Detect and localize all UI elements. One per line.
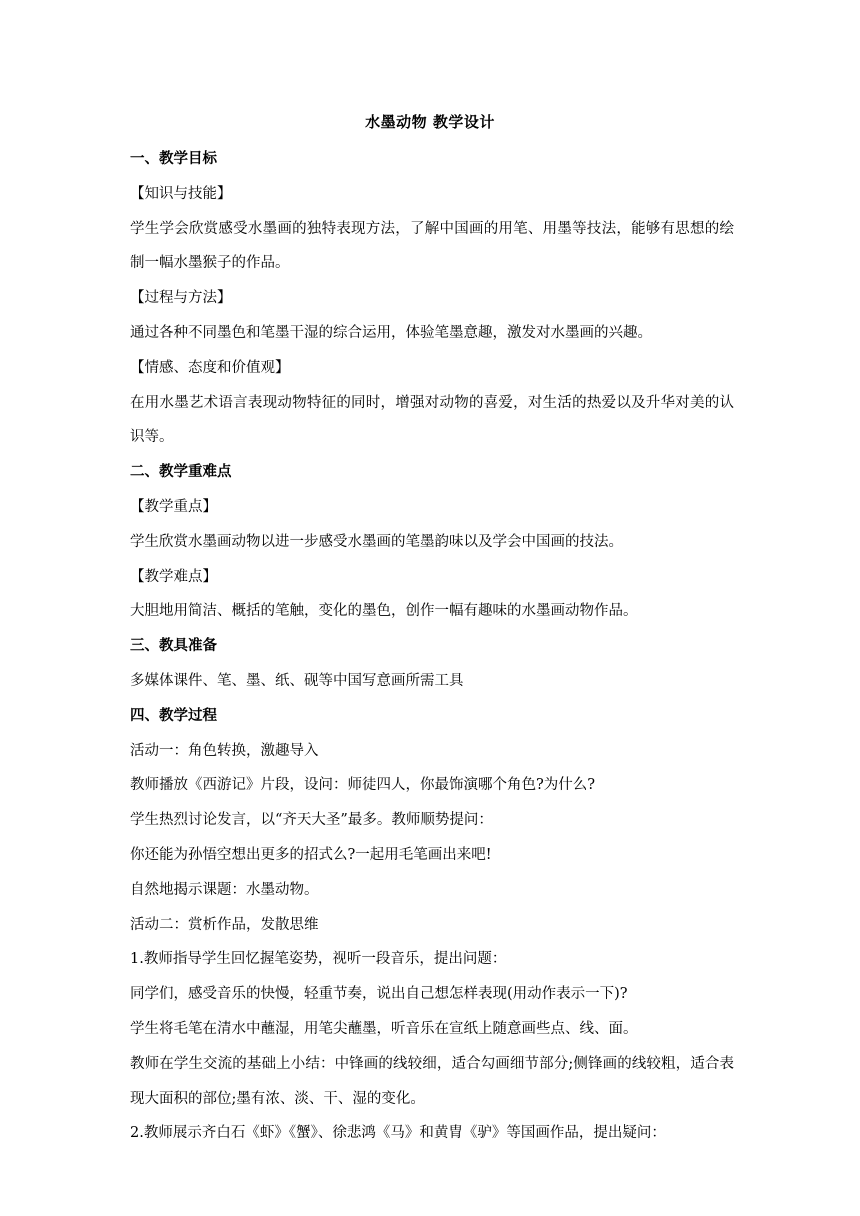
activity2-line: 2.教师展示齐白石《虾》《蟹》、徐悲鸿《马》和黄胄《驴》等国画作品，提出疑问：	[130, 1125, 666, 1142]
section-heading-goals: 一、教学目标	[130, 151, 217, 167]
activity1-title: 活动一：角色转换，激趣导入	[130, 742, 319, 759]
activity2-title: 活动二：赏析作品，发散思维	[130, 916, 319, 933]
subheading-emotion: 【情感、态度和价值观】	[130, 359, 290, 376]
paragraph-difficult: 大胆地用简洁、概括的笔触，变化的墨色，创作一幅有趣味的水墨画动物作品。	[130, 603, 638, 620]
section-heading-procedure: 四、教学过程	[130, 707, 217, 724]
section-heading-tools: 三、教具准备	[130, 638, 217, 655]
document-title: 水墨动物 教学设计	[365, 113, 495, 131]
paragraph-knowledge: 学生学会欣赏感受水墨画的独特表现方法，了解中国画的用笔、用墨等技法，能够有思想的绘制一幅水墨猴子的作品。	[130, 220, 734, 272]
activity1-line: 学生热烈讨论发言，以“齐天大圣”最多。教师顺势提问：	[130, 812, 493, 829]
section-heading-keypoints: 二、教学重难点	[130, 464, 232, 481]
paragraph-process: 通过各种不同墨色和笔墨干湿的综合运用，体验笔墨意趣，激发对水墨画的兴趣。	[130, 324, 652, 341]
subheading-knowledge: 【知识与技能】	[130, 185, 232, 202]
activity2-line: 1.教师指导学生回忆握笔姿势，视听一段音乐，提出问题：	[130, 951, 507, 968]
subheading-process: 【过程与方法】	[130, 290, 232, 307]
activity2-line: 教师在学生交流的基础上小结：中锋画的线较细，适合勾画细节部分;侧锋画的线较粗，适合表现大面积的部位;墨有浓、淡、干、湿的变化。	[130, 1055, 734, 1107]
subheading-key: 【教学重点】	[130, 498, 217, 515]
activity2-line: 学生将毛笔在清水中蘸湿，用笔尖蘸墨，听音乐在宣纸上随意画些点、线、面。	[130, 1020, 638, 1037]
activity1-line: 教师播放《西游记》片段，设问：师徒四人，你最饰演哪个角色?为什么?	[130, 777, 596, 794]
subheading-difficult: 【教学难点】	[130, 568, 217, 585]
activity1-line: 自然地揭示课题：水墨动物。	[130, 881, 319, 898]
paragraph-emotion: 在用水墨艺术语言表现动物特征的同时，增强对动物的喜爱，对生活的热爱以及升华对美的认识等。	[130, 394, 734, 446]
paragraph-key: 学生欣赏水墨画动物以进一步感受水墨画的笔墨韵味以及学会中国画的技法。	[130, 533, 623, 550]
activity2-line: 同学们，感受音乐的快慢，轻重节奏，说出自己想怎样表现(用动作表示一下)?	[130, 986, 628, 1003]
paragraph-tools: 多媒体课件、笔、墨、纸、砚等中国写意画所需工具	[130, 672, 464, 689]
document-body	[130, 142, 734, 1151]
activity1-line: 你还能为孙悟空想出更多的招式么?一起用毛笔画出来吧!	[130, 846, 492, 863]
